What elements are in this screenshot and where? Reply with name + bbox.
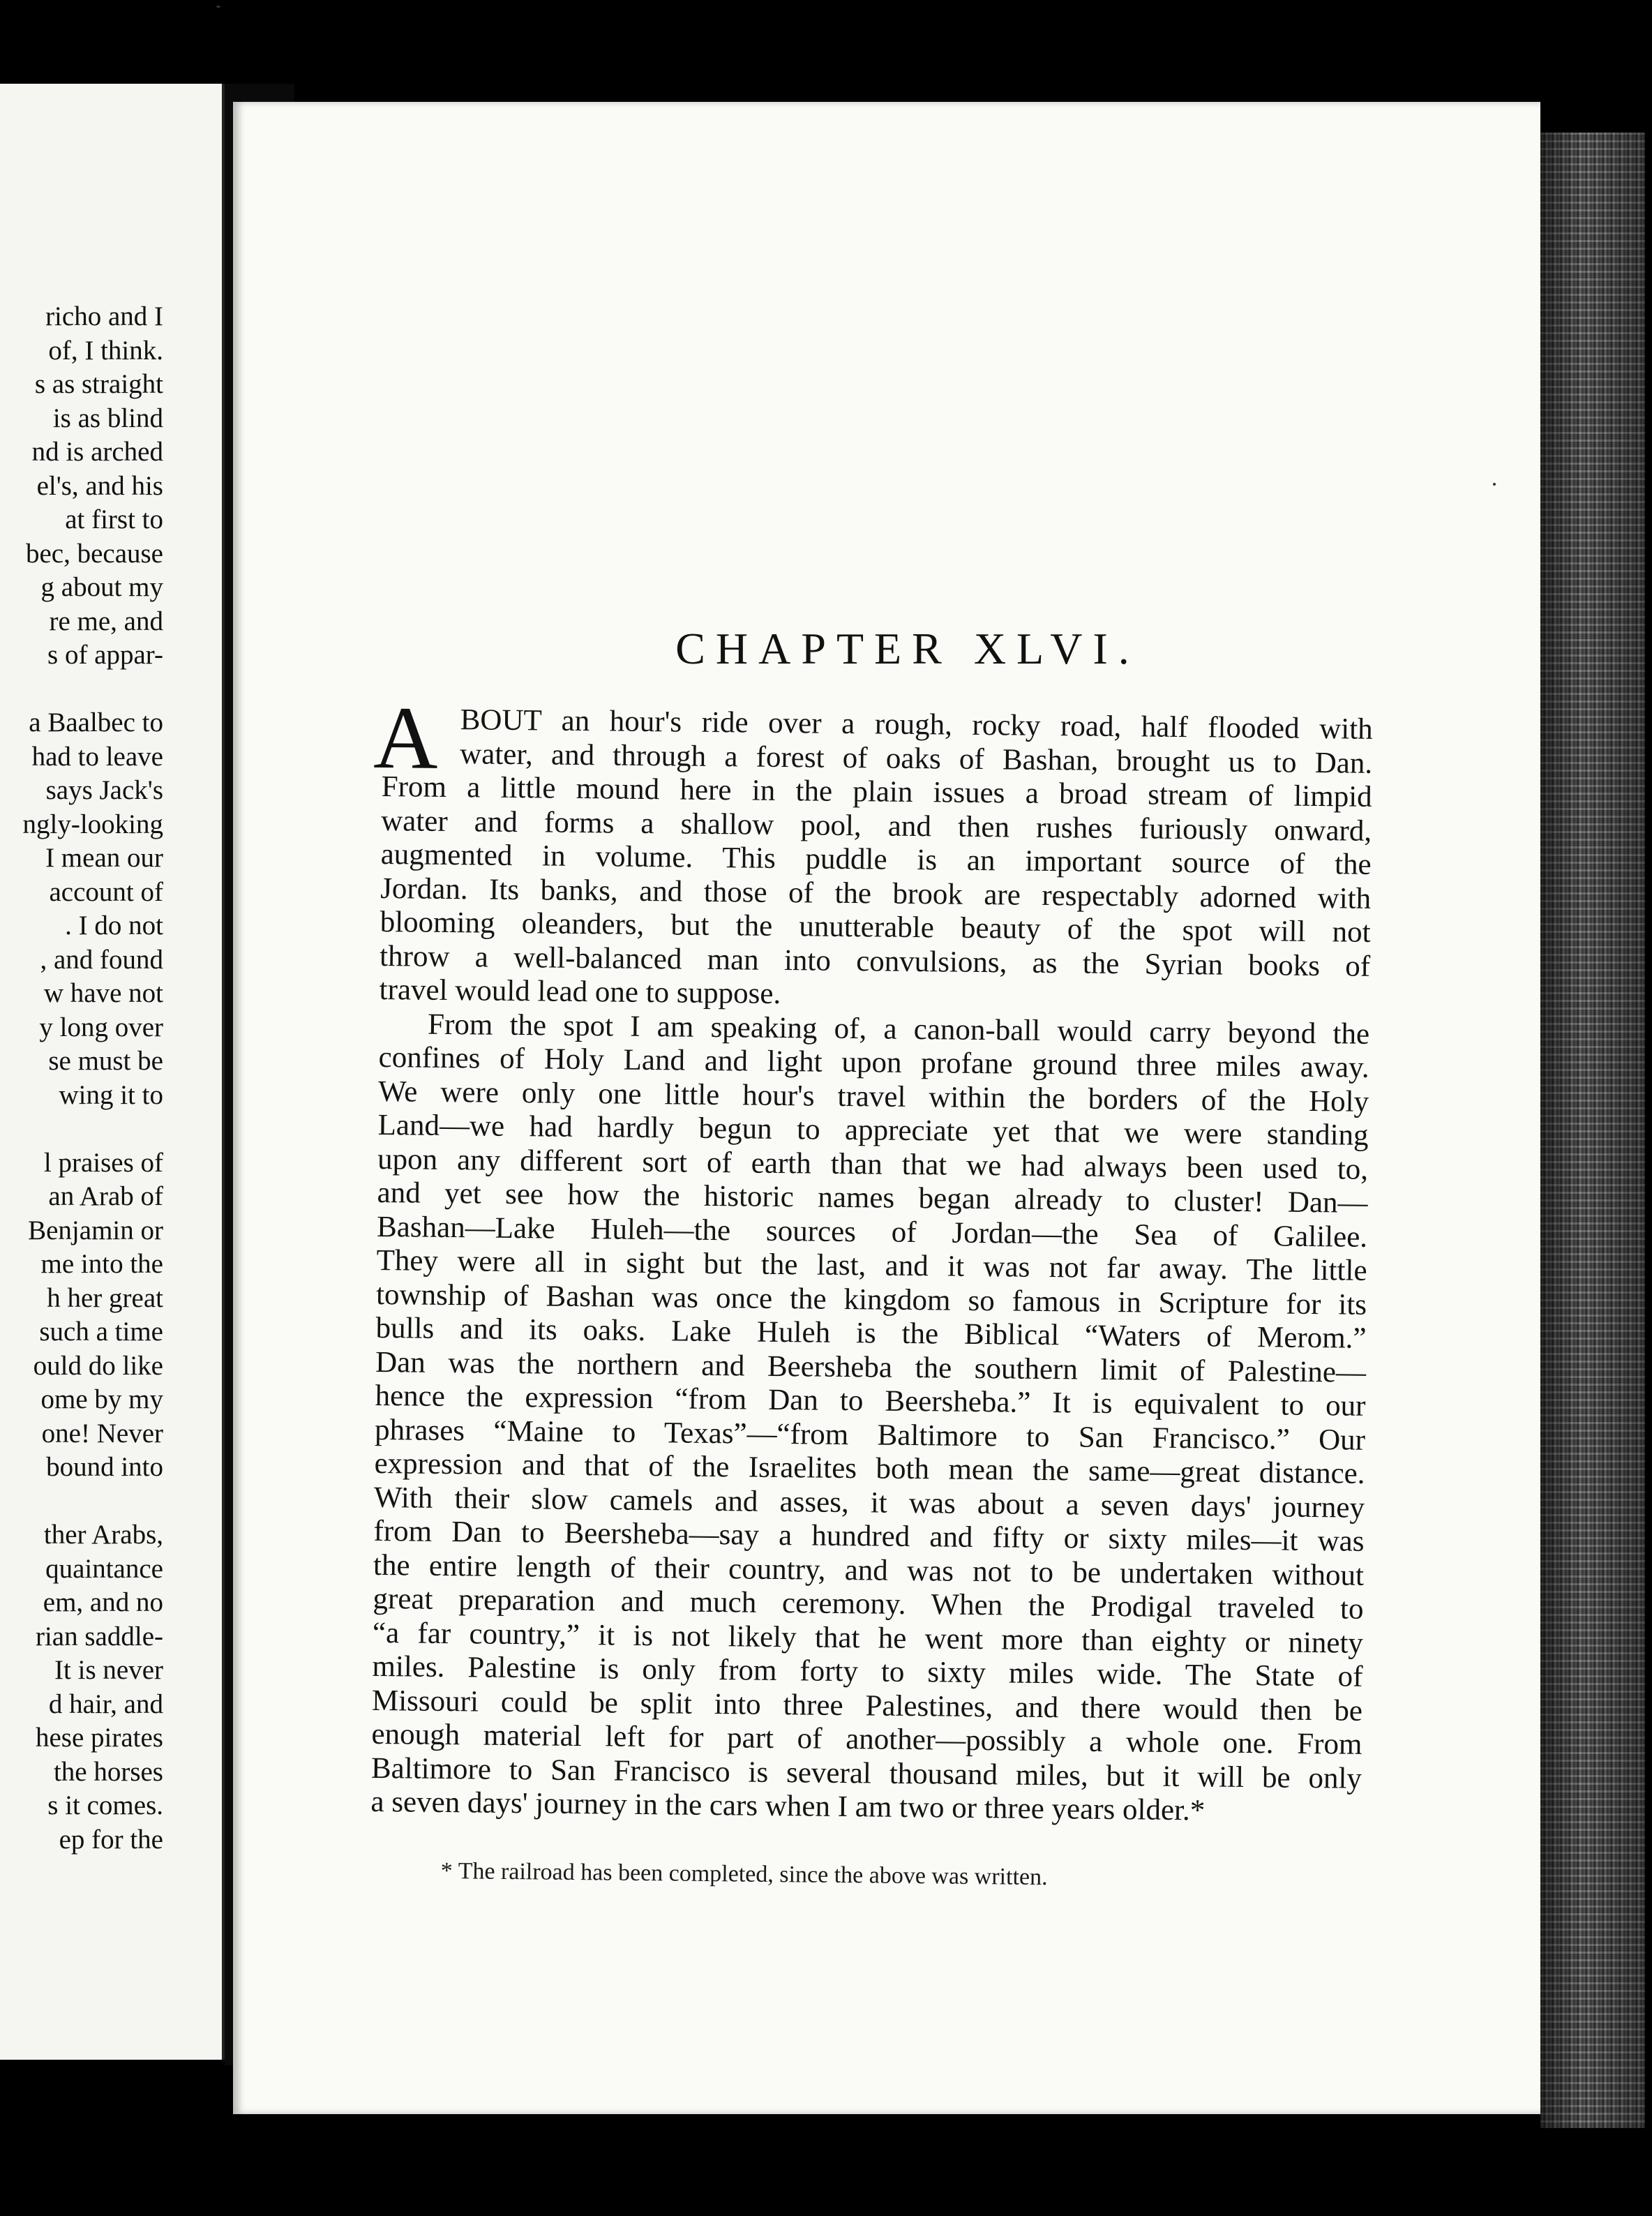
previous-page-line: It is never [54,1655,163,1685]
previous-page-line: ep for the [59,1824,163,1855]
previous-page-line: such a time [39,1317,163,1347]
previous-page-line: one! Never [41,1418,163,1448]
previous-page-line: s as straight [34,369,163,399]
previous-page-line: richo and I [45,301,163,331]
body-line: phrases “Maine to Texas”—“from Baltimore to San Francisco.” Our [374,1413,1366,1457]
previous-page-line: s it comes. [47,1790,163,1820]
body-line: hence the expression “from Dan to Beersheba.” It is equivalent to our [375,1379,1366,1423]
previous-page-line: wing it to [59,1079,163,1110]
previous-page-line: h her great [47,1282,163,1313]
previous-page-line: Benjamin or [28,1215,163,1245]
body-lines [370,703,1373,1829]
body-line: Missouri could be split into three Palestines, and there would then be [371,1684,1363,1728]
body-line: BOUT an hour's ride over a rough, rocky road, half flooded with [460,703,1373,746]
paragraph-gap [0,673,163,707]
previous-page-line: ther Arabs, [43,1520,163,1550]
page-stack-edge [1540,133,1645,2128]
body-line: With their slow camels and asses, it was about a seven days' journey [373,1481,1365,1525]
previous-page-line: l praises of [43,1147,163,1178]
previous-page-line: el's, and his [36,470,163,501]
body-line: Dan was the northern and Beersheba the southern limit of Palestine— [375,1345,1367,1389]
drop-cap: A [373,687,439,788]
paragraph-gap [0,1112,163,1146]
body-line: “a far country,” it is not likely that he went more than eighty or ninety [372,1616,1364,1660]
previous-page-line: d hair, and [48,1689,163,1719]
footnote: * The railroad has been completed, since the above was written. [440,1858,1048,1891]
previous-page-line: is as blind [52,403,163,433]
body-line: upon any different sort of earth than that we had always been used to, [377,1142,1369,1186]
previous-page [0,84,225,2060]
previous-page-line: the horses [53,1756,163,1787]
body-line: Land—we had hardly begun to appreciate yet that we were standing [377,1108,1369,1152]
chapter-body [370,687,1373,1829]
previous-page-line: re me, and [49,606,163,636]
body-line: throw a well-balanced man into convulsions, as the Syrian books of [379,939,1371,983]
previous-page-line: bound into [46,1452,163,1482]
previous-page-line: account of [49,876,163,907]
body-line: From the spot I am speaking of, a canon-ball would carry beyond the [427,1008,1370,1051]
previous-page-line: em, and no [43,1587,163,1617]
previous-page-line: ome by my [40,1384,163,1414]
body-line: and yet see how the historic names began already to cluster! Dan— [377,1176,1368,1220]
previous-page-line: of, I think. [48,335,163,366]
previous-page-line: ngly-looking [22,809,163,839]
previous-page-line: says Jack's [45,775,163,805]
previous-page-line: . I do not [65,911,163,941]
previous-page-text [0,300,163,1857]
previous-page-line: , and found [40,944,163,975]
body-line: blooming oleanders, but the unutterable beauty of the spot will not [380,905,1371,949]
body-line: Baltimore to San Francisco is several thousand miles, but it will be only [370,1751,1362,1795]
body-line: water, and through a forest of oaks of Bashan, brought us to Dan. [459,737,1373,780]
body-line: township of Bashan was once the kingdom so famous in Scripture for its [375,1278,1367,1322]
body-line: water and forms a shallow pool, and then rushes furiously onward, [380,804,1372,848]
body-line: bulls and its oaks. Lake Huleh is the Biblical “Waters of Merom.” [375,1311,1367,1355]
paper-speck [216,6,220,8]
previous-page-line: an Arab of [48,1181,163,1211]
previous-page-line: hese pirates [35,1723,163,1753]
previous-page-line: had to leave [31,741,163,772]
previous-page-line: I mean our [45,843,163,873]
body-line: travel would lead one to suppose. [379,973,781,1011]
previous-page-line: at first to [65,504,163,534]
body-line: confines of Holy Land and light upon profane ground three miles away. [378,1040,1369,1084]
body-line: great preparation and much ceremony. When the Prodigal traveled to [373,1582,1364,1626]
paper-speck [1493,483,1496,486]
previous-page-line: me into the [40,1249,163,1279]
previous-page-line: rian saddle- [35,1621,163,1652]
body-line: miles. Palestine is only from forty to sixty miles wide. The State of [372,1649,1363,1693]
body-line: enough material left for part of another—possibly a whole one. From [371,1717,1362,1761]
previous-page-line: y long over [39,1012,163,1042]
body-line: From a little mound here in the plain issues a broad stream of limpid [381,770,1372,814]
body-line: We were only one little hour's travel within the borders of the Holy [377,1075,1369,1118]
body-line: the entire length of their country, and was not to be undertaken without [373,1548,1365,1592]
body-line: expression and that of the Israelites both mean the same—great distance. [374,1446,1365,1490]
body-line: Bashan—Lake Huleh—the sources of Jordan—the Sea of Galilee. [376,1210,1368,1254]
body-line: Jordan. Its banks, and those of the brook are respectably adorned with [380,871,1372,915]
chapter-title: CHAPTER XLVI. [675,624,1140,673]
previous-page-line: s of appar- [47,640,163,670]
previous-page-line: ould do like [33,1350,163,1381]
previous-page-line: a Baalbec to [29,708,163,738]
previous-page-line: se must be [48,1046,163,1076]
body-line: They were all in sight but the last, and it was not far away. The little [376,1243,1367,1287]
previous-page-line: bec, because [25,538,163,569]
body-line: a seven days' journey in the cars when I am two or three years older.* [370,1785,1206,1827]
body-line: augmented in volume. This puddle is an important source of the [380,837,1372,881]
body-line: from Dan to Beersheba—say a hundred and fifty or sixty miles—it was [373,1514,1365,1558]
previous-page-line: nd is arched [31,437,163,467]
paragraph-gap [0,1485,163,1519]
previous-page-line: quaintance [45,1553,163,1584]
previous-page-line: g about my [40,572,163,602]
previous-page-line: w have not [43,978,163,1008]
